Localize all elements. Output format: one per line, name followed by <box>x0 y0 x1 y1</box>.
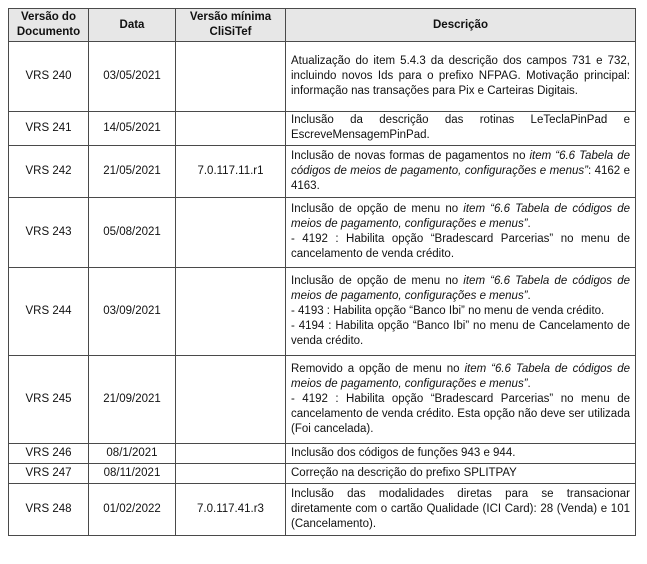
description-prefix: Removido a opção de menu no <box>291 362 465 375</box>
cell-version: VRS 247 <box>9 464 89 484</box>
cell-version: VRS 248 <box>9 484 89 536</box>
description-item-reference: item “6.6 Tabela de códigos de meios de pagamento, configurações e menus” <box>291 362 630 390</box>
cell-min-version <box>176 198 286 268</box>
cell-date: 01/02/2022 <box>89 484 176 536</box>
cell-date: 08/1/2021 <box>89 444 176 464</box>
cell-description <box>286 42 636 112</box>
cell-version: VRS 246 <box>9 444 89 464</box>
cell-min-version <box>176 444 286 464</box>
description-prefix: Inclusão de opção de menu no <box>291 203 464 215</box>
table-row <box>9 268 636 356</box>
header-min-version: Versão mínima CliSiTef <box>176 9 286 42</box>
cell-version: VRS 240 <box>9 42 89 112</box>
description-item-reference: item “6.6 Tabela de códigos de meios de pagamento, configurações e menus” <box>291 203 630 230</box>
table-header <box>9 9 636 42</box>
cell-min-version <box>176 356 286 444</box>
table-row <box>9 484 636 536</box>
cell-min-version: 7.0.117.41.r3 <box>176 484 286 536</box>
description-suffix: : 4162 e 4163. <box>291 164 630 192</box>
cell-date: 08/11/2021 <box>89 464 176 484</box>
cell-description <box>286 444 636 464</box>
description-suffix: . <box>527 289 531 302</box>
cell-version: VRS 243 <box>9 198 89 268</box>
cell-description <box>286 268 636 356</box>
description-option-line: - 4193 : Habilita opção “Banco Ibi” no menu de venda crédito. <box>291 304 605 317</box>
cell-description <box>286 356 636 444</box>
cell-version: VRS 244 <box>9 268 89 356</box>
header-row <box>9 9 636 42</box>
description-text: Inclusão das modalidades diretas para se transacionar diretamente com o cartão Qualidade (ICI Card): 28 (Venda) e 101 (Cancelamento). <box>291 487 630 530</box>
table-row <box>9 464 636 484</box>
description-text <box>291 362 630 392</box>
table-row <box>9 112 636 146</box>
revision-history-table <box>8 8 636 536</box>
cell-date: 03/05/2021 <box>89 42 176 112</box>
cell-description <box>286 198 636 268</box>
cell-date: 21/05/2021 <box>89 146 176 198</box>
revision-history-table-wrapper <box>8 8 635 536</box>
cell-min-version <box>176 268 286 356</box>
description-text: Correção na descrição do prefixo SPLITPAY <box>291 466 517 479</box>
description-item-reference: item “6.6 Tabela de códigos de meios de pagamento, configurações e menus” <box>291 149 631 177</box>
cell-date: 21/09/2021 <box>89 356 176 444</box>
description-text <box>291 202 630 232</box>
table-row <box>9 42 636 112</box>
cell-date: 03/09/2021 <box>89 268 176 356</box>
description-text: Inclusão dos códigos de funções 943 e 944. <box>291 446 516 459</box>
cell-description <box>286 146 636 198</box>
cell-description <box>286 464 636 484</box>
description-text <box>291 274 630 304</box>
cell-min-version <box>176 464 286 484</box>
description-text: Atualização do item 5.4.3 da descrição dos campos 731 e 732, incluindo novos Ids para o prefixo NFPAG. Motivação principal: informação nas transações para Pix e Carteiras Digitais. <box>291 54 630 97</box>
table-body <box>9 42 636 536</box>
description-option-line: - 4192 : Habilita opção “Bradescard Parcerias” no menu de cancelamento de venda crédito. <box>291 233 630 260</box>
cell-date: 05/08/2021 <box>89 198 176 268</box>
table-row <box>9 444 636 464</box>
cell-min-version: 7.0.117.11.r1 <box>176 146 286 198</box>
header-description: Descrição <box>286 9 636 42</box>
description-text <box>291 149 630 194</box>
cell-date: 14/05/2021 <box>89 112 176 146</box>
description-prefix: Inclusão de novas formas de pagamentos no <box>291 149 530 162</box>
cell-min-version <box>176 42 286 112</box>
cell-version: VRS 245 <box>9 356 89 444</box>
table-row <box>9 356 636 444</box>
cell-min-version <box>176 112 286 146</box>
description-suffix: . <box>527 218 531 230</box>
header-doc-version: Versão do Documento <box>9 9 89 42</box>
cell-version: VRS 241 <box>9 112 89 146</box>
table-row <box>9 198 636 268</box>
description-prefix: Inclusão de opção de menu no <box>291 274 464 287</box>
cell-version: VRS 242 <box>9 146 89 198</box>
description-suffix: . <box>527 377 531 390</box>
description-option-line: - 4194 : Habilita opção “Banco Ibi” no menu de Cancelamento de venda crédito. <box>291 319 630 347</box>
cell-description <box>286 112 636 146</box>
header-date: Data <box>89 9 176 42</box>
table-row <box>9 146 636 198</box>
description-item-reference: item “6.6 Tabela de códigos de meios de pagamento, configurações e menus” <box>291 274 630 302</box>
description-text: Inclusão da descrição das rotinas LeTeclaPinPad e EscreveMensagemPinPad. <box>291 114 630 141</box>
description-option-line: - 4192 : Habilita opção “Bradescard Parcerias” no menu de cancelamento de venda crédito. Esta opção não deve ser utilizada (Foi cancelada). <box>291 392 630 435</box>
cell-description <box>286 484 636 536</box>
